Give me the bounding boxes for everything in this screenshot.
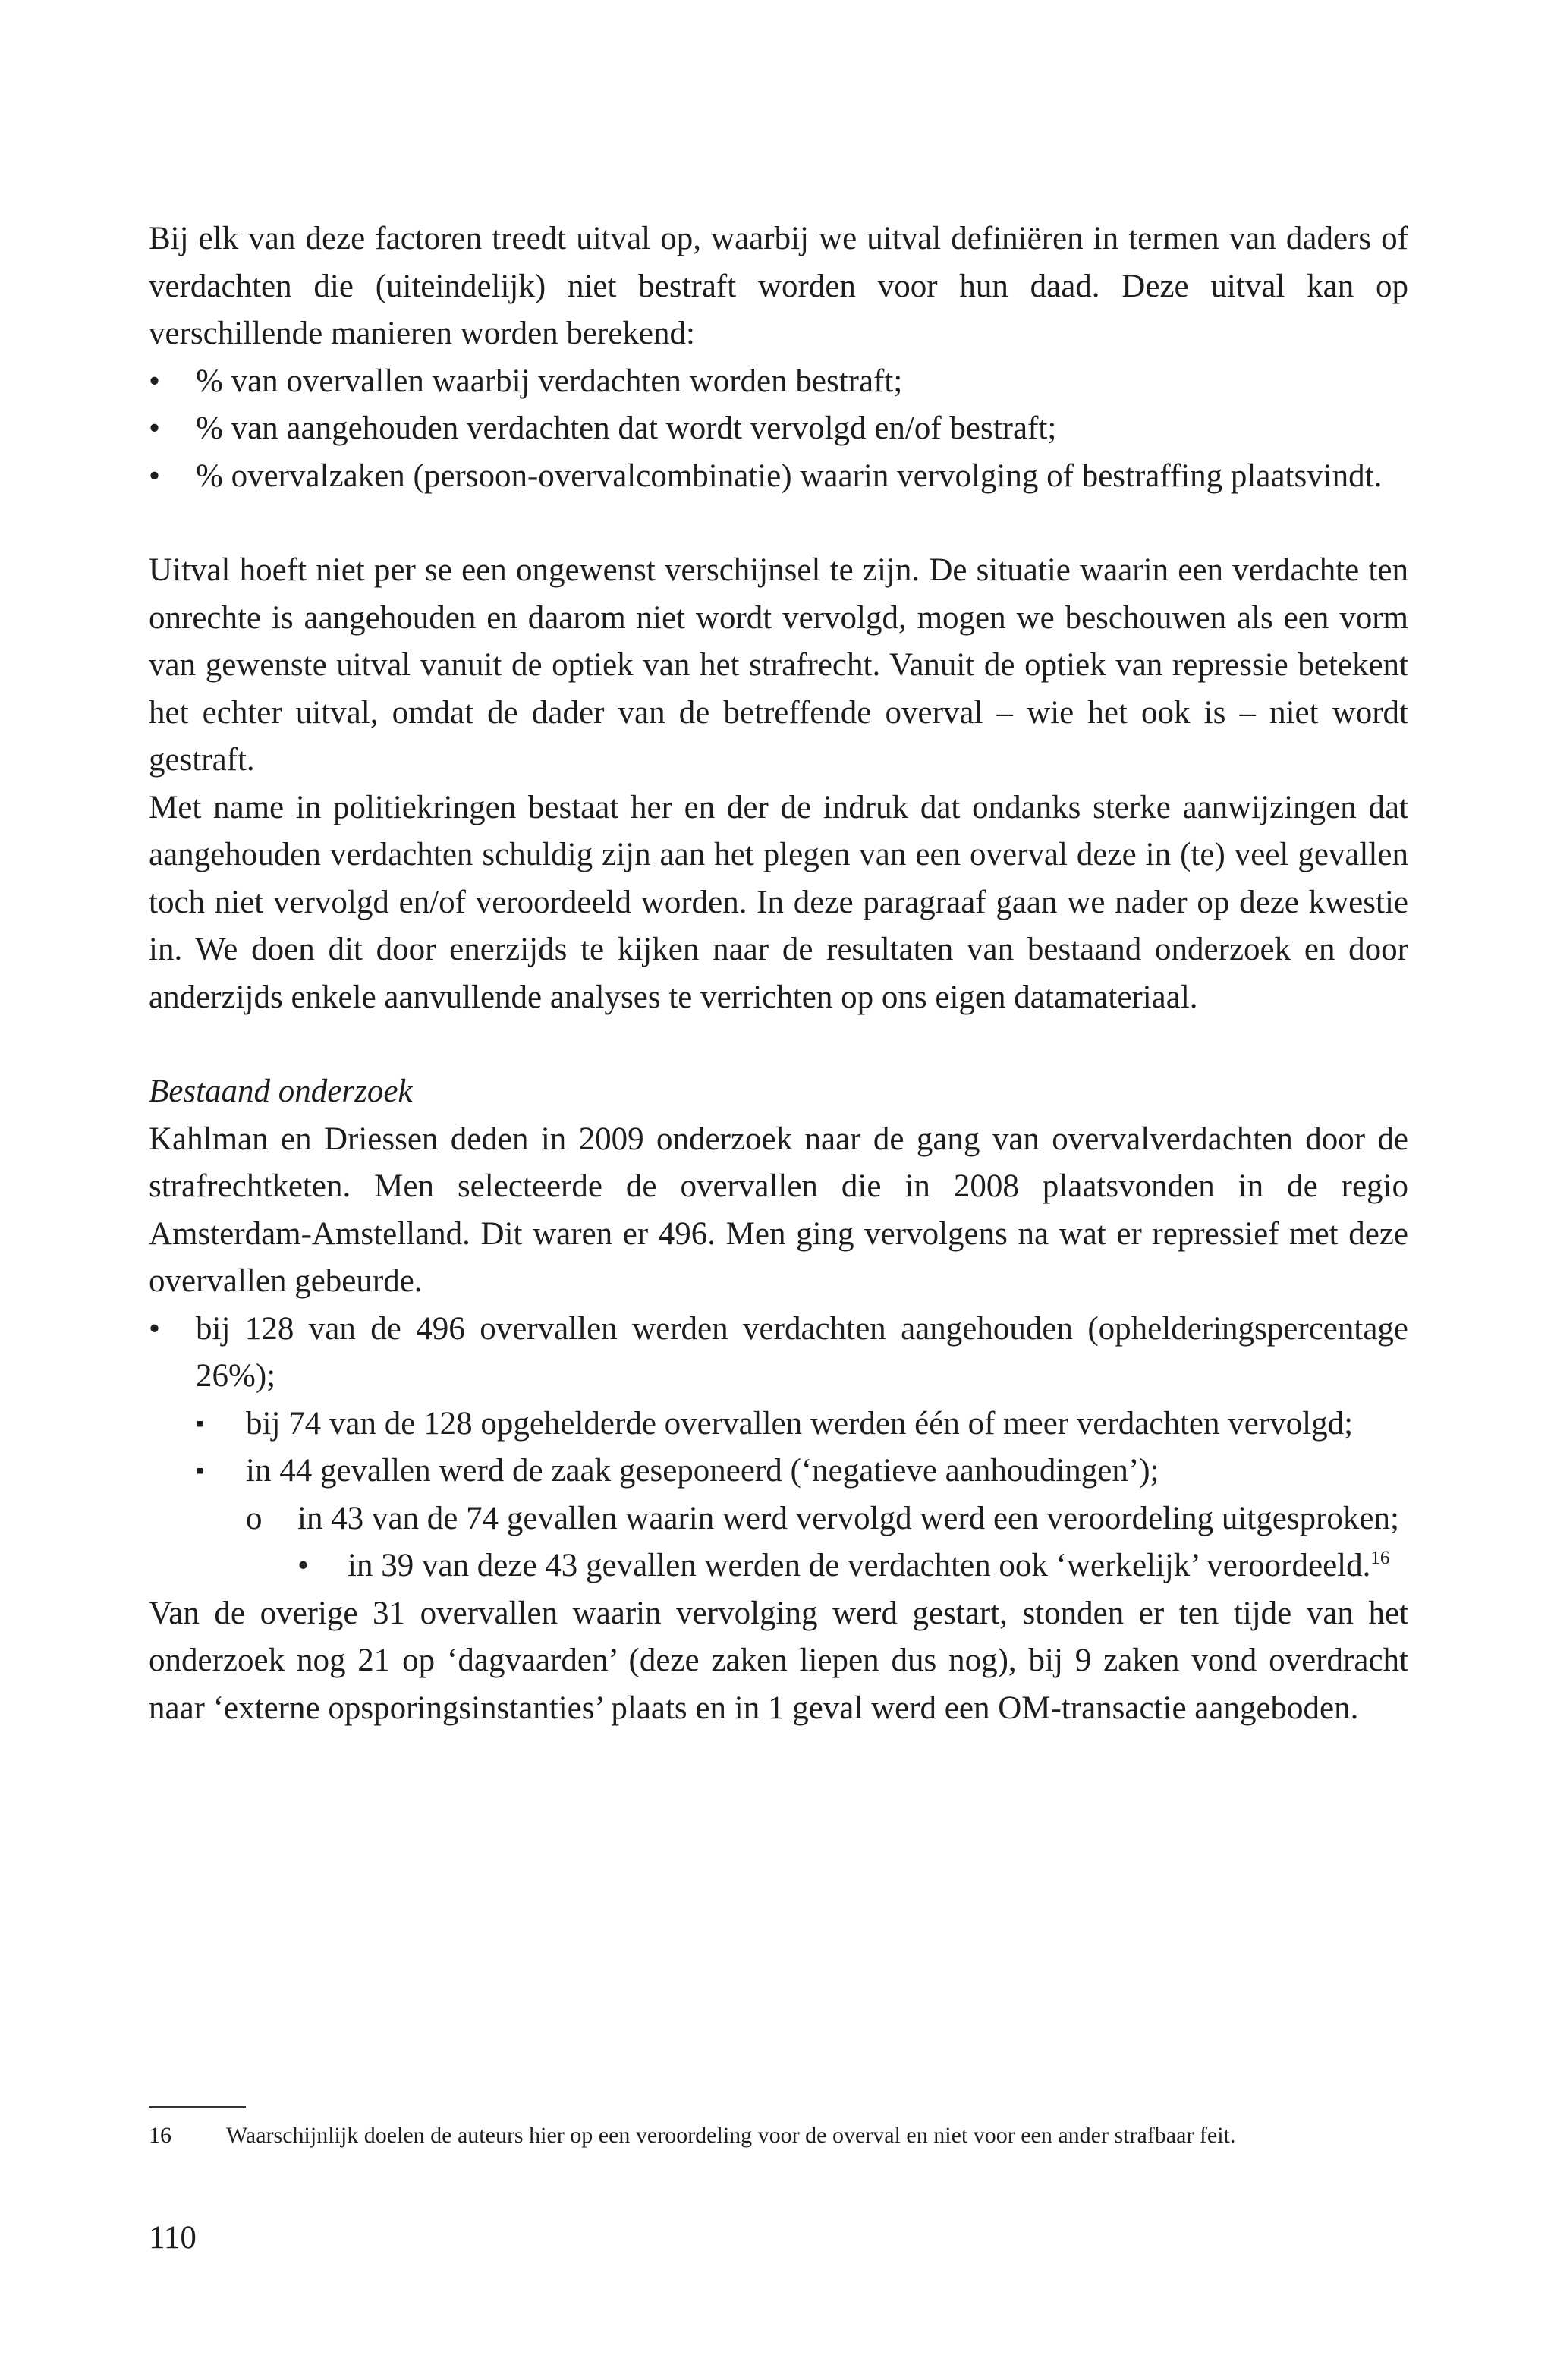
section-heading: Bestaand onderzoek: [149, 1074, 413, 1109]
list-item: [149, 453, 1408, 501]
list-item: [149, 358, 1408, 406]
list-item-text: % overvalzaken (persoon-overvalcombinatie) waarin vervolging of bestraffing plaatsvindt.: [196, 457, 1383, 494]
bullet-icon: •: [149, 410, 161, 446]
footnote-divider: [149, 2106, 246, 2108]
list-item-text: bij 74 van de 128 opgehelderde overvallen werden één of meer verdachten vervolgd;: [246, 1405, 1354, 1442]
list-item: [149, 1542, 1408, 1590]
uitval-paragraph: Uitval hoeft niet per se een ongewenst verschijnsel te zijn. De situatie waarin een verdachte ten onrechte is aangehouden en daarom niet wordt vervolgd, mogen we beschouwen als een vorm van gewenste uitval vanuit de optiek van het strafrecht. Vanuit de optiek van repressie betekent het echter uitval, omdat de dader van de betreffende overval – wie het ook is – niet wordt gestraft.: [149, 552, 1408, 778]
square-bullet-icon: ▪: [196, 1458, 204, 1483]
bullet-icon: •: [149, 457, 161, 494]
footnote-reference[interactable]: 16: [1370, 1548, 1390, 1568]
list-item: [149, 1448, 1408, 1495]
bullet-icon: •: [297, 1548, 310, 1583]
list-item-text: % van aangehouden verdachten dat wordt vervolgd en/of bestraft;: [196, 410, 1057, 446]
page-body: [149, 215, 1408, 1732]
list-item-text: bij 128 van de 496 overvallen werden verdachten aangehouden (ophelderingspercentage 26%);: [196, 1310, 1408, 1394]
footnote-text: Waarschijnlijk doelen de auteurs hier op een veroordeling voor de overval en niet voor een ander strafbaar feit.: [226, 2123, 1236, 2148]
circle-bullet-icon: o: [246, 1500, 263, 1536]
list-item-text: in 44 gevallen werd de zaak geseponeerd (‘negatieve aanhoudingen’);: [246, 1453, 1159, 1489]
results-list: [149, 1306, 1408, 1590]
list-item-text: in 39 van deze 43 gevallen werden de verdachten ook ‘werkelijk’ veroordeeld.: [348, 1548, 1371, 1583]
footnote: [149, 2119, 1408, 2152]
bullet-icon: •: [149, 1310, 161, 1347]
footnote-number: 16: [149, 2123, 171, 2148]
list-item-text: in 43 van de 74 gevallen waarin werd vervolgd werd een veroordeling uitgesproken;: [297, 1500, 1399, 1536]
list-item: [149, 1306, 1408, 1401]
overige-paragraph: Van de overige 31 overvallen waarin vervolging werd gestart, stonden er ten tijde van het onderzoek nog 21 op ‘dagvaarden’ (deze zaken liepen dus nog), bij 9 zaken vond overdracht naar ‘externe opsporingsinstanties’ plaats en in 1 geval werd een OM-transactie aangeboden.: [149, 1595, 1408, 1726]
square-bullet-icon: ▪: [196, 1410, 204, 1436]
intro-bullet-list: [149, 358, 1408, 501]
list-item: [149, 1495, 1408, 1543]
kahlman-paragraph: Kahlman en Driessen deden in 2009 onderzoek naar de gang van overvalverdachten door de strafrechtketen. Men selecteerde de overvallen die in 2008 plaatsvonden in de regio Amsterdam-Amstelland. Dit waren er 496. Men ging vervolgens na wat er repressief met deze overvallen gebeurde.: [149, 1121, 1408, 1299]
list-item: [149, 405, 1408, 453]
page-number: 110: [149, 2220, 197, 2256]
list-item: [149, 1401, 1408, 1448]
list-item-text: % van overvallen waarbij verdachten worden bestraft;: [196, 363, 903, 399]
bullet-icon: •: [149, 363, 161, 399]
politie-paragraph: Met name in politiekringen bestaat her en der de indruk dat ondanks sterke aanwijzingen dat aangehouden verdachten schuldig zijn aan het plegen van een overval deze in (te) veel gevallen toch niet vervolgd en/of veroordeeld worden. In deze paragraaf gaan we nader op deze kwestie in. We doen dit door enerzijds te kijken naar de resultaten van bestaand onderzoek en door anderzijds enkele aanvullende analyses te verrichten op ons eigen datamateriaal.: [149, 789, 1408, 1015]
intro-paragraph: Bij elk van deze factoren treedt uitval op, waarbij we uitval definiëren in termen van daders of verdachten die (uiteindelijk) niet bestraft worden voor hun daad. Deze uitval kan op verschillende manieren worden berekend:: [149, 221, 1408, 351]
